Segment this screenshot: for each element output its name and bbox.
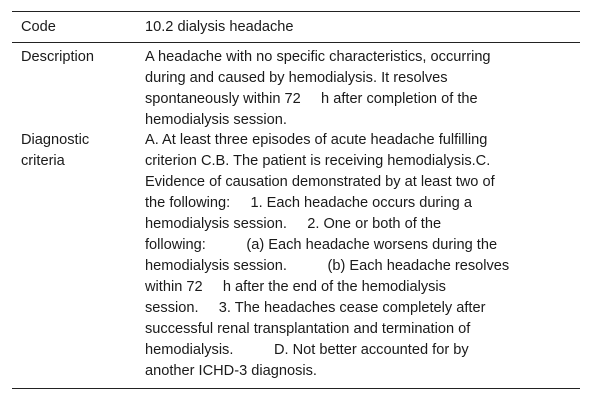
diagnostic-criteria-label: Diagnostic criteria — [21, 132, 90, 169]
criteria-table — [12, 11, 580, 389]
table-header-row — [12, 12, 580, 43]
description-text: A headache with no specific characteristics, occurring during and caused by hemodialysis. It resolves spontaneously within 72 h after completion of the hemodialysis session. — [145, 49, 491, 128]
description-label: Description — [21, 49, 94, 65]
diagnostic-criteria-text: A. At least three episodes of acute headache fulfilling criterion C.B. The patient is receiving hemodialysis.C. Evidence of causation demonstrated by at least two of the following: 1. Each headache occurs during a hemodialysis session. 2. One or both of the following: (a) Each headache worsens during the hemodialysis session. (b) Each headache resolves within 72 h after the end of the hemodialysis session. 3. The headaches cease completely after successful renal transplantation and termination of hemodialysis. D. Not better accounted for by another ICHD-3 diagnosis. — [145, 132, 510, 379]
header-code-label: Code — [21, 19, 56, 35]
table-row-description — [12, 43, 580, 130]
header-code-value: 10.2 dialysis headache — [145, 19, 294, 35]
table-row-diagnostic-criteria — [12, 130, 580, 388]
